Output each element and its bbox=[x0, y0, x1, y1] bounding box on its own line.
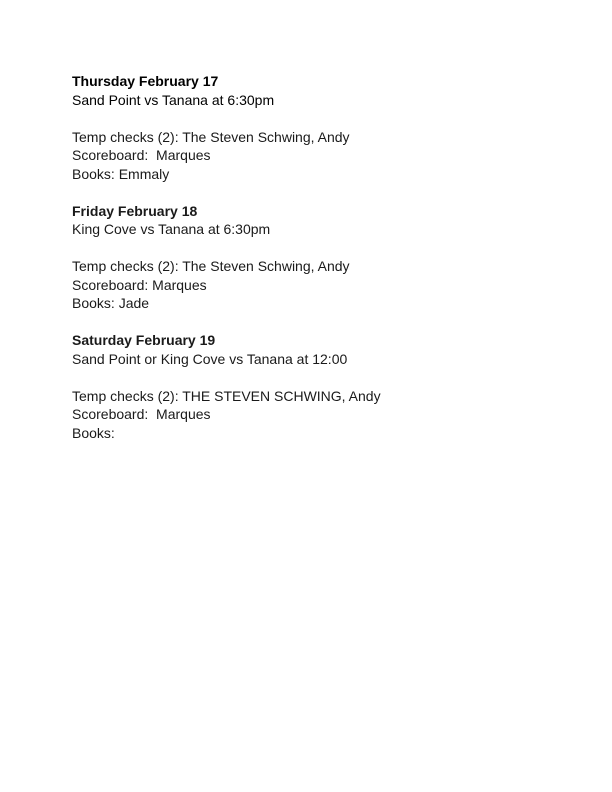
scoreboard-line: Scoreboard: Marques bbox=[72, 276, 207, 293]
spacer bbox=[72, 239, 540, 258]
day-heading: Thursday February 17 bbox=[72, 73, 219, 89]
spacer bbox=[72, 313, 540, 332]
day-block-thursday bbox=[72, 72, 540, 202]
spacer bbox=[72, 109, 540, 128]
game-line: Sand Point or King Cove vs Tanana at 12:00 bbox=[72, 350, 348, 367]
scoreboard-line: Scoreboard: Marques bbox=[72, 406, 211, 422]
books-line: Books: Jade bbox=[72, 295, 150, 311]
temp-checks-line: Temp checks (2): The Steven Schwing, Andy bbox=[72, 128, 350, 145]
books-line: Books: bbox=[72, 424, 115, 441]
scoreboard-line: Scoreboard: Marques bbox=[72, 147, 211, 163]
day-block-friday bbox=[72, 202, 540, 332]
document-content bbox=[72, 72, 540, 442]
day-heading: Saturday February 19 bbox=[72, 332, 216, 348]
books-line: Books: Emmaly bbox=[72, 165, 170, 182]
spacer bbox=[72, 368, 540, 387]
game-line: King Cove vs Tanana at 6:30pm bbox=[72, 221, 271, 237]
temp-checks-line: Temp checks (2): The Steven Schwing, Andy bbox=[72, 258, 350, 274]
spacer bbox=[72, 183, 540, 202]
day-block-saturday bbox=[72, 331, 540, 442]
game-line: Sand Point vs Tanana at 6:30pm bbox=[72, 91, 275, 108]
temp-checks-line: Temp checks (2): THE STEVEN SCHWING, Andy bbox=[72, 387, 381, 404]
day-heading: Friday February 18 bbox=[72, 202, 198, 219]
